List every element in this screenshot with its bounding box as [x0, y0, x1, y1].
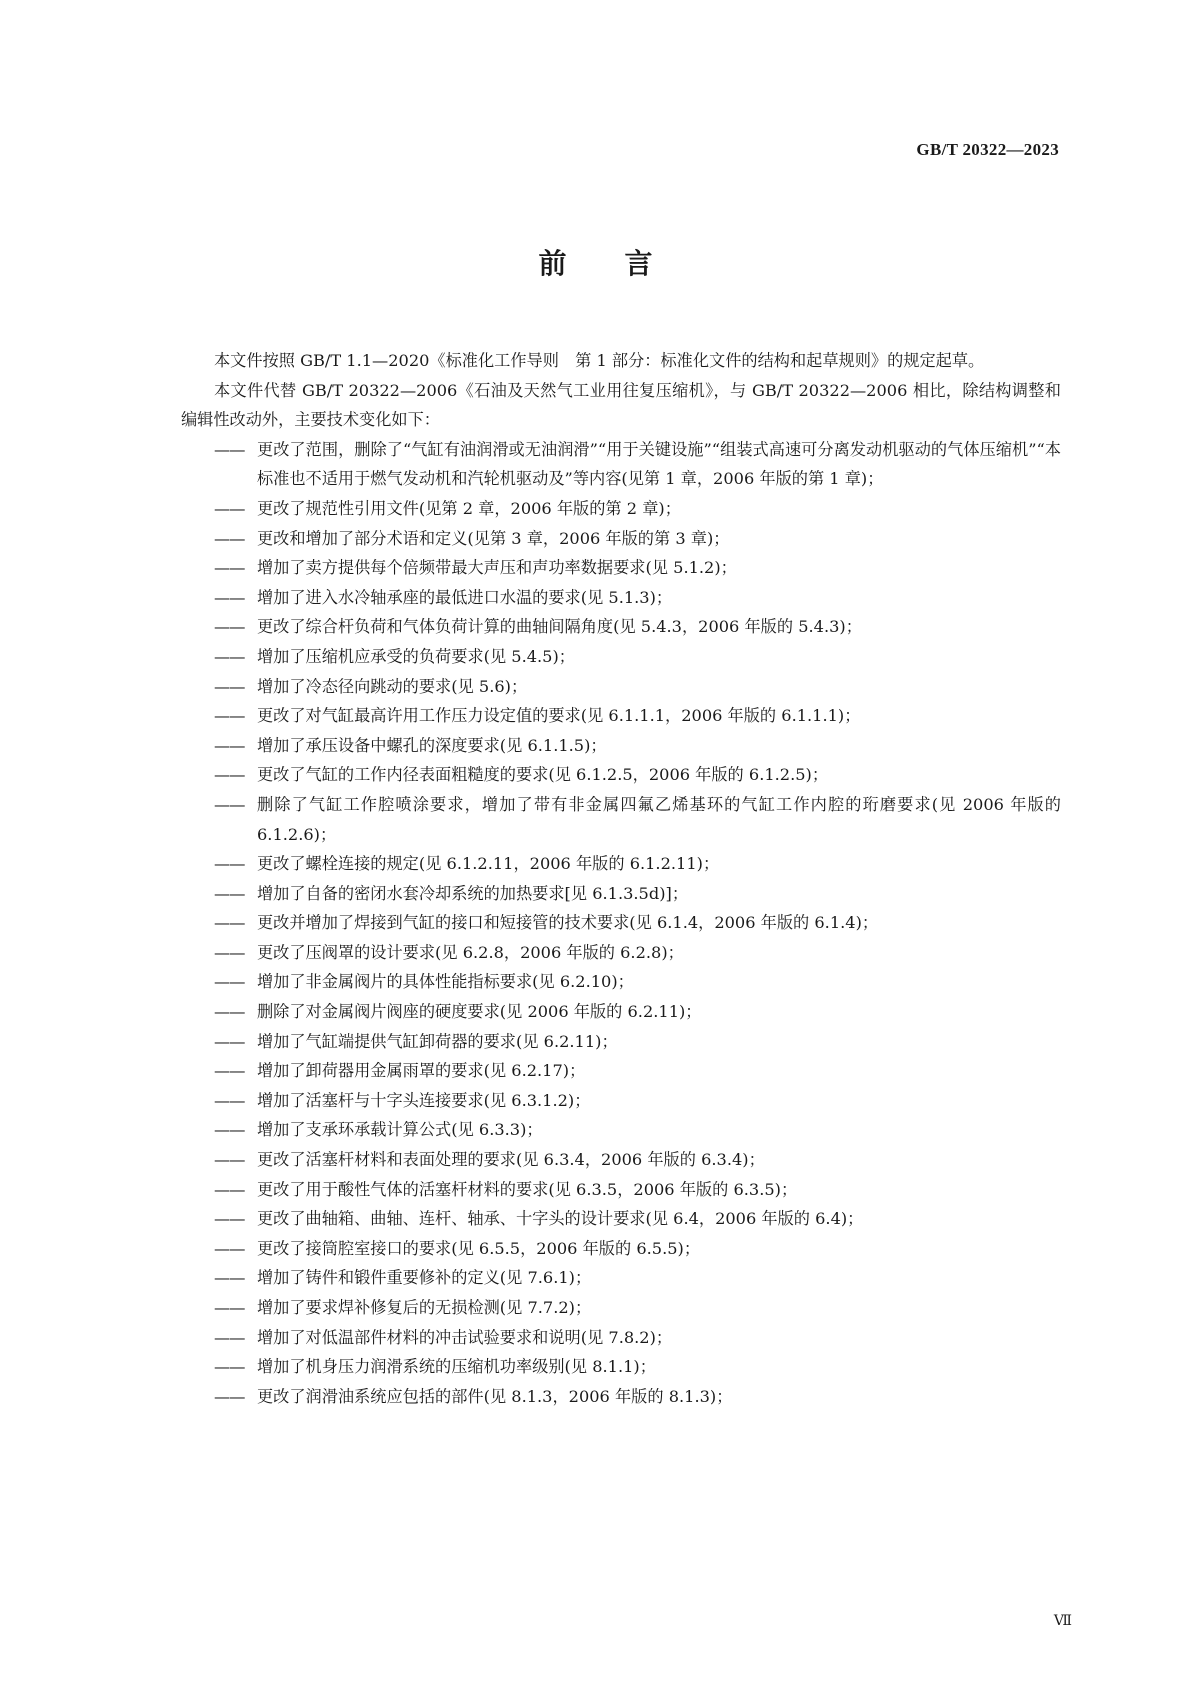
list-item — [214, 1175, 1061, 1205]
list-item-text: 增加了气缸端提供气缸卸荷器的要求(见 6.2.11)； — [257, 1031, 618, 1051]
list-item-text: 增加了对低温部件材料的冲击试验要求和说明(见 7.8.2)； — [257, 1327, 673, 1347]
list-item-text: 更改并增加了焊接到气缸的接口和短接管的技术要求(见 6.1.4，2006 年版的 6.1.4)； — [257, 913, 879, 933]
dash-marker: —— — [214, 558, 245, 578]
list-item-text: 更改了范围，删除了“气缸有油润滑或无油润滑”“用于关键设施”“组装式高速可分离发动机驱动的气体压缩机”“本标准也不适用于燃气发动机和汽轮机驱动及”等内容(见第 1 章，2006 年版的第 1 章)； — [257, 439, 1061, 489]
list-item — [214, 1382, 1061, 1412]
list-item — [214, 1323, 1061, 1353]
dash-marker: —— — [214, 676, 245, 696]
dash-marker: —— — [214, 617, 245, 637]
list-item — [214, 1115, 1061, 1145]
list-item-text: 增加了铸件和锻件重要修补的定义(见 7.6.1)； — [257, 1268, 592, 1288]
list-item — [214, 494, 1061, 524]
list-item-text: 更改了压阀罩的设计要求(见 6.2.8，2006 年版的 6.2.8)； — [257, 942, 684, 962]
list-item-text: 更改了对气缸最高许用工作压力设定值的要求(见 6.1.1.1，2006 年版的 6.1.1.1)； — [257, 706, 861, 726]
page-number: Ⅶ — [1053, 1613, 1071, 1629]
list-item — [214, 642, 1061, 672]
list-item — [214, 879, 1061, 909]
dash-marker: —— — [214, 1357, 245, 1377]
list-item — [214, 1234, 1061, 1264]
dash-marker: —— — [214, 646, 245, 666]
list-item — [214, 1352, 1061, 1382]
document-code-header: GB/T 20322—2023 — [916, 140, 1059, 159]
list-item — [214, 612, 1061, 642]
list-item — [214, 1086, 1061, 1116]
list-item — [214, 1145, 1061, 1175]
list-item-text: 增加了进入水冷轴承座的最低进口水温的要求(见 5.1.3)； — [257, 587, 673, 607]
list-item-text: 更改了螺栓连接的规定(见 6.1.2.11，2006 年版的 6.1.2.11)； — [257, 854, 720, 874]
dash-marker: —— — [214, 765, 245, 785]
list-item-text: 更改和增加了部分术语和定义(见第 3 章，2006 年版的第 3 章)； — [257, 528, 730, 548]
paragraph-replacement-statement: 本文件代替 GB/T 20322—2006《石油及天然气工业用往复压缩机》，与 GB/T 20322—2006 相比，除结构调整和编辑性改动外，主要技术变化如下： — [181, 380, 1061, 430]
dash-marker: —— — [214, 1386, 245, 1406]
list-item-text: 更改了用于酸性气体的活塞杆材料的要求(见 6.3.5，2006 年版的 6.3.5)； — [257, 1179, 798, 1199]
list-item — [214, 731, 1061, 761]
list-item-text: 增加了要求焊补修复后的无损检测(见 7.7.2)； — [257, 1298, 592, 1317]
list-item — [214, 967, 1061, 997]
dash-marker: —— — [214, 1150, 245, 1170]
dash-marker: —— — [214, 1179, 245, 1199]
list-item — [214, 1293, 1061, 1323]
list-item — [214, 672, 1061, 702]
dash-marker: —— — [214, 942, 245, 962]
dash-marker: —— — [214, 439, 245, 459]
list-item-text: 更改了活塞杆材料和表面处理的要求(见 6.3.4，2006 年版的 6.3.4)； — [257, 1150, 765, 1170]
list-item-text: 更改了规范性引用文件(见第 2 章，2006 年版的第 2 章)； — [257, 498, 681, 518]
list-item-text: 更改了综合杆负荷和气体负荷计算的曲轴间隔角度(见 5.4.3，2006 年版的 5.4.3)； — [257, 617, 862, 637]
list-item — [214, 435, 1061, 494]
list-item-text: 更改了气缸的工作内径表面粗糙度的要求(见 6.1.2.5，2006 年版的 6.1.2.5)； — [257, 765, 829, 785]
dash-marker: —— — [214, 528, 245, 548]
list-item — [214, 701, 1061, 731]
list-item — [214, 997, 1061, 1027]
dash-marker: —— — [214, 735, 245, 755]
list-item — [214, 1204, 1061, 1234]
list-item — [214, 849, 1061, 879]
foreword-body — [181, 346, 1061, 1411]
list-item-text: 删除了气缸工作腔喷涂要求，增加了带有非金属四氟乙烯基环的气缸工作内腔的珩磨要求(见 2006 年版的 6.1.2.6)； — [257, 794, 1061, 844]
dash-marker: —— — [214, 1209, 245, 1229]
list-item-text: 增加了机身压力润滑系统的压缩机功率级别(见 8.1.1)； — [257, 1357, 656, 1377]
list-item-text: 增加了卸荷器用金属雨罩的要求(见 6.2.17)； — [257, 1061, 586, 1081]
list-item-text: 增加了支承环承载计算公式(见 6.3.3)； — [257, 1120, 543, 1140]
list-item-text: 增加了冷态径向跳动的要求(见 5.6)； — [257, 676, 528, 696]
list-item-text: 增加了自备的密闭水套冷却系统的加热要求[见 6.1.3.5d)]； — [257, 883, 689, 903]
list-item-text: 增加了卖方提供每个倍频带最大声压和声功率数据要求(见 5.1.2)； — [257, 558, 737, 578]
dash-marker: —— — [214, 1298, 245, 1317]
list-item-text: 更改了润滑油系统应包括的部件(见 8.1.3，2006 年版的 8.1.3)； — [257, 1386, 733, 1406]
technical-changes-list — [181, 435, 1061, 1412]
list-item — [214, 1263, 1061, 1293]
list-item — [214, 760, 1061, 790]
list-item — [214, 908, 1061, 938]
list-item — [214, 1027, 1061, 1057]
list-item-text: 增加了压缩机应承受的负荷要求(见 5.4.5)； — [257, 646, 575, 666]
list-item-text: 更改了曲轴箱、曲轴、连杆、轴承、十字头的设计要求(见 6.4，2006 年版的 6.4)； — [257, 1209, 864, 1229]
dash-marker: —— — [214, 706, 245, 726]
list-item — [214, 790, 1061, 849]
dash-marker: —— — [214, 854, 245, 874]
list-item-text: 增加了活塞杆与十字头连接要求(见 6.3.1.2)； — [257, 1090, 591, 1110]
dash-marker: —— — [214, 1061, 245, 1081]
dash-marker: —— — [214, 913, 245, 933]
list-item-text: 删除了对金属阀片阀座的硬度要求(见 2006 年版的 6.2.11)； — [257, 1002, 702, 1022]
dash-marker: —— — [214, 883, 245, 903]
dash-marker: —— — [214, 498, 245, 518]
list-item — [214, 524, 1061, 554]
list-item — [214, 1056, 1061, 1086]
list-item-text: 更改了接筒腔室接口的要求(见 6.5.5，2006 年版的 6.5.5)； — [257, 1238, 701, 1258]
dash-marker: —— — [214, 1002, 245, 1022]
page-title: 前言 — [538, 247, 711, 280]
paragraph-drafting-basis: 本文件按照 GB/T 1.1—2020《标准化工作导则 第 1 部分：标准化文件的结构和起草规则》的规定起草。 — [214, 351, 985, 370]
list-item-text: 增加了承压设备中螺孔的深度要求(见 6.1.1.5)； — [257, 735, 607, 755]
dash-marker: —— — [214, 1090, 245, 1110]
dash-marker: —— — [214, 1327, 245, 1347]
dash-marker: —— — [214, 1268, 245, 1288]
dash-marker: —— — [214, 587, 245, 607]
dash-marker: —— — [214, 1031, 245, 1051]
list-item-text: 增加了非金属阀片的具体性能指标要求(见 6.2.10)； — [257, 972, 634, 992]
dash-marker: —— — [214, 1120, 245, 1140]
dash-marker: —— — [214, 972, 245, 992]
list-item — [214, 938, 1061, 968]
list-item — [214, 583, 1061, 613]
dash-marker: —— — [214, 1238, 245, 1258]
list-item — [214, 553, 1061, 583]
dash-marker: —— — [214, 794, 245, 814]
